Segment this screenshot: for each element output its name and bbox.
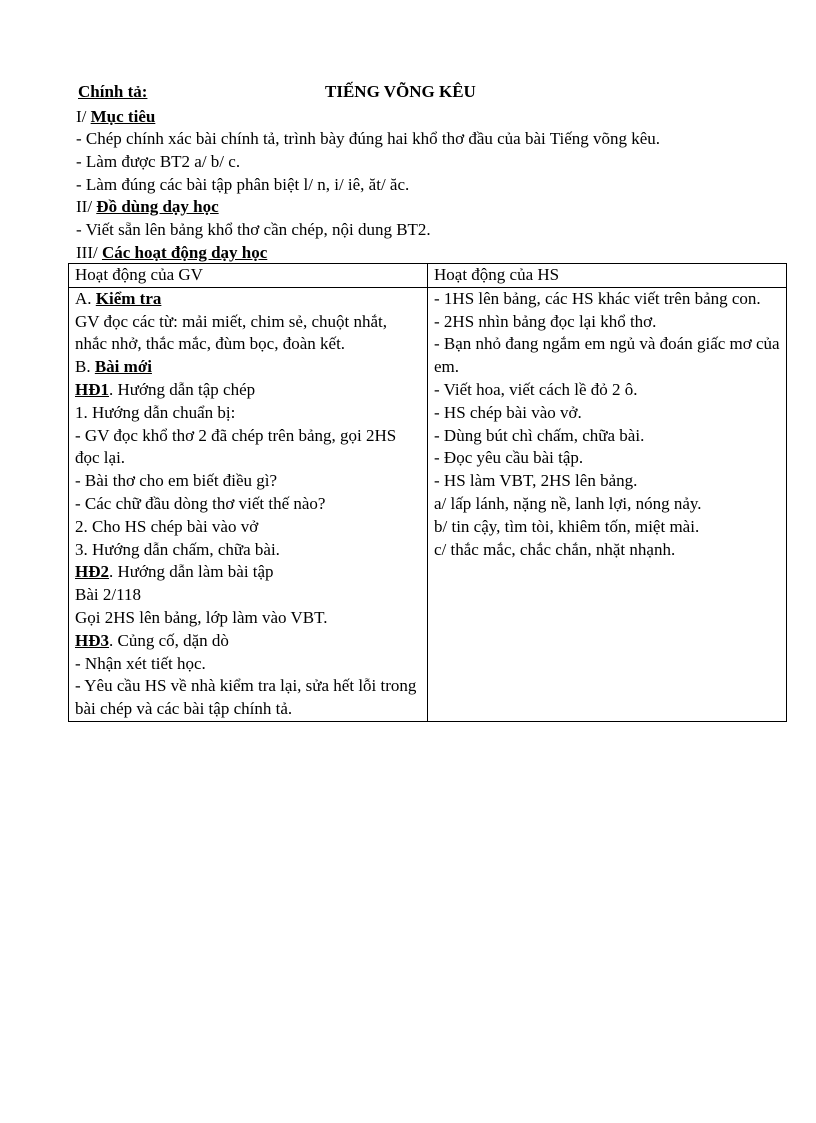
part-a-heading (75, 288, 421, 311)
materials-item: - Viết sẵn lên bảng khổ thơ cần chép, nội dung BT2. (76, 220, 431, 239)
section-title: Mục tiêu (90, 107, 156, 126)
table-header-row (69, 264, 787, 288)
part-a-prefix: A. (75, 288, 96, 308)
student-line: a/ lấp lánh, nặng nề, lanh lợi, nóng nảy. (434, 493, 702, 513)
section-heading-materials (76, 196, 219, 218)
hd1-label: HĐ1 (75, 379, 109, 399)
section-title: Các hoạt động dạy học (101, 243, 268, 262)
student-line: - HS chép bài vào vở. (434, 402, 582, 422)
part-b-title: Bài mới (94, 357, 152, 377)
hd2-text: . Hướng dẫn làm bài tập (109, 562, 274, 582)
hd1-line: 1. Hướng dẫn chuẩn bị: (75, 402, 236, 422)
student-line: - Viết hoa, viết cách lề đỏ 2 ô. (434, 379, 638, 399)
part-a-title: Kiểm tra (95, 288, 162, 308)
part-b-prefix: B. (75, 357, 95, 377)
objective-item: - Làm đúng các bài tập phân biệt l/ n, i/ iê, ăt/ ăc. (76, 175, 410, 194)
table-row (69, 287, 787, 721)
section-heading-objectives (76, 106, 155, 128)
column-header-student: Hoạt động của HS (428, 264, 787, 288)
hd2-label: HĐ2 (75, 562, 109, 582)
hd2-heading (75, 561, 421, 584)
section-title: Đồ dùng dạy học (96, 197, 219, 216)
student-line: - 1HS lên bảng, các HS khác viết trên bảng con. (434, 288, 761, 308)
student-line: b/ tin cậy, tìm tòi, khiêm tốn, miệt mài. (434, 516, 700, 536)
hd3-text: . Củng cố, dặn dò (109, 630, 229, 650)
lesson-header (78, 82, 738, 106)
student-activities-cell (428, 287, 787, 721)
part-b-heading (75, 356, 421, 379)
section-number: III/ (76, 243, 102, 262)
hd1-heading (75, 379, 421, 402)
student-line: - HS làm VBT, 2HS lên bảng. (434, 471, 638, 491)
column-header-teacher: Hoạt động của GV (69, 264, 428, 288)
hd3-heading (75, 630, 421, 653)
hd1-line: - Bài thơ cho em biết điều gì? (75, 471, 278, 491)
hd3-line: - Yêu cầu HS về nhà kiểm tra lại, sửa hết lỗi trong bài chép và các bài tập chính tả. (75, 676, 417, 719)
hd1-line: 2. Cho HS chép bài vào vở (75, 516, 259, 536)
hd1-text: . Hướng dẫn tập chép (109, 379, 256, 399)
objective-item: - Chép chính xác bài chính tả, trình bày đúng hai khổ thơ đầu của bài Tiếng võng kêu. (76, 129, 661, 148)
teacher-activities-cell (69, 287, 428, 721)
hd1-line: 3. Hướng dẫn chấm, chữa bài. (75, 539, 280, 559)
student-line: c/ thắc mắc, chắc chắn, nhặt nhạnh. (434, 539, 676, 559)
hd1-line: - GV đọc khổ thơ 2 đã chép trên bảng, gọi 2HS đọc lại. (75, 425, 397, 468)
hd2-line: Bài 2/118 (75, 585, 141, 605)
section-number: II/ (76, 197, 97, 216)
hd3-label: HĐ3 (75, 630, 109, 650)
section-number: I/ (76, 107, 91, 126)
section-heading-activities (76, 242, 267, 264)
student-line: - Dùng bút chì chấm, chữa bài. (434, 425, 645, 445)
student-line: - Đọc yêu cầu bài tập. (434, 448, 584, 468)
lesson-title: TIẾNG VÕNG KÊU (325, 82, 476, 101)
subject-label: Chính tả: (78, 82, 148, 101)
hd1-line: - Các chữ đầu dòng thơ viết thế nào? (75, 493, 326, 513)
hd2-line: Gọi 2HS lên bảng, lớp làm vào VBT. (75, 607, 328, 627)
student-line: - Bạn nhỏ đang ngắm em ngủ và đoán giấc mơ của em. (434, 334, 780, 377)
hd3-line: - Nhận xét tiết học. (75, 653, 206, 673)
student-line: - 2HS nhìn bảng đọc lại khổ thơ. (434, 311, 657, 331)
part-a-text: GV đọc các từ: mải miết, chim sẻ, chuột nhắt, nhắc nhở, thắc mắc, đùm bọc, đoàn kết. (75, 311, 387, 354)
activities-table (68, 263, 787, 722)
objective-item: - Làm được BT2 a/ b/ c. (76, 152, 241, 171)
